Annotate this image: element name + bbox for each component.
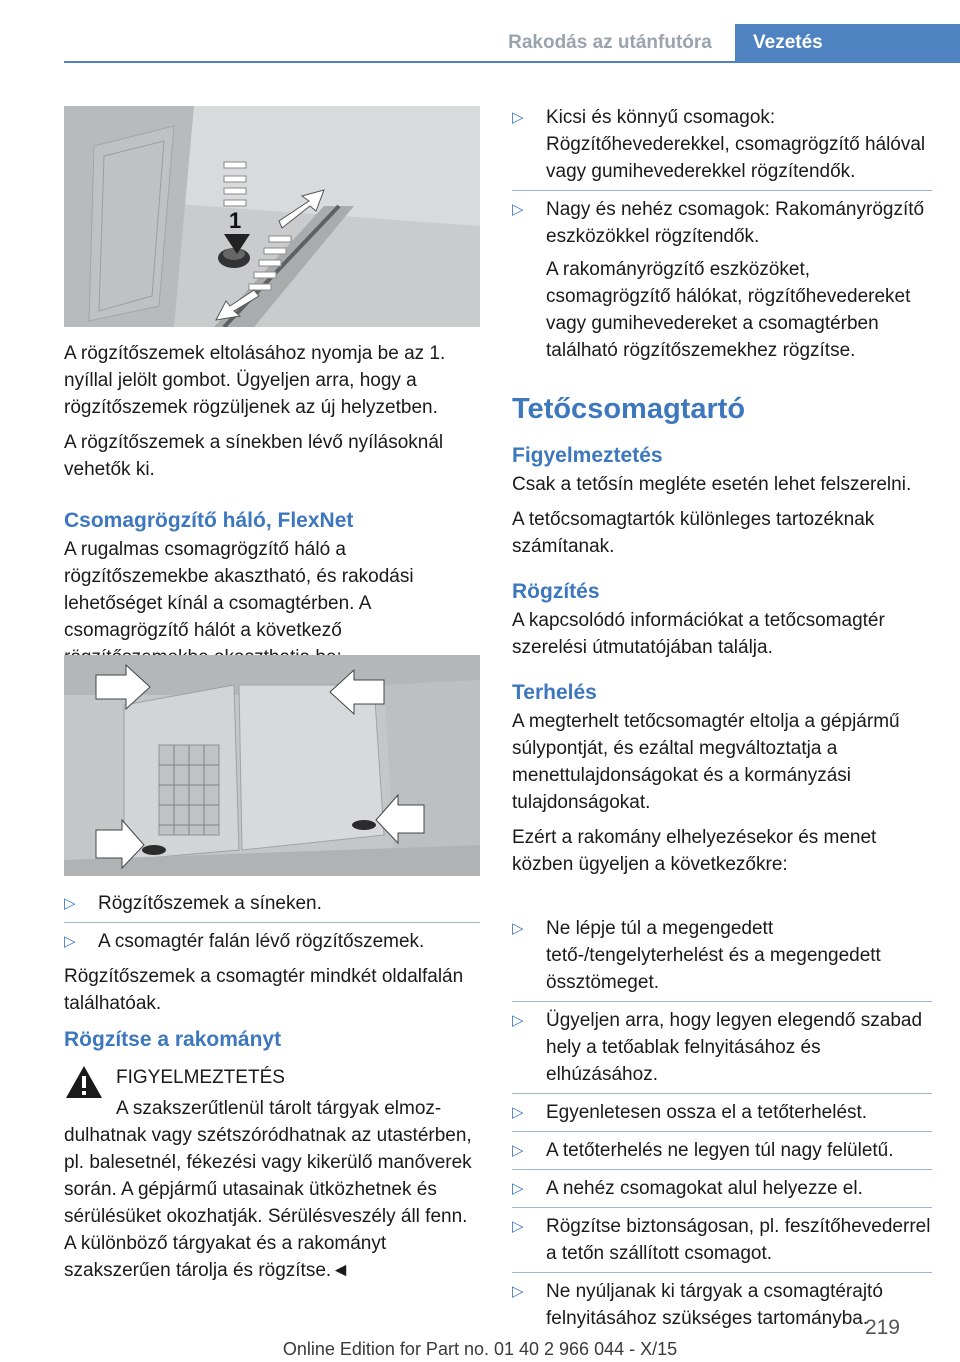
page-number: 219 xyxy=(864,1316,900,1339)
warning-title: FIGYELMEZTETÉS xyxy=(116,1067,285,1088)
list-item xyxy=(512,104,932,185)
figure-rail-lashing-eye xyxy=(64,106,480,327)
triangle-bullet-icon: ▷ xyxy=(512,920,524,937)
list-item-text: Ügyeljen arra, hogy legyen elegendő szabad hely a tetőablak felnyitásához és elhúzásához. xyxy=(546,1010,923,1085)
paragraph-mounting: A kapcsolódó információkat a tetőcsomagtér szerelési útmutatójában találja. xyxy=(512,610,885,658)
footer-edition: Online Edition for Part no. 01 40 2 966 044 - X/15 xyxy=(282,1339,678,1359)
triangle-bullet-icon: ▷ xyxy=(512,1180,524,1197)
triangle-bullet-icon: ▷ xyxy=(512,1104,524,1121)
list-item-text: A nehéz csomagokat alul helyezze el. xyxy=(546,1178,863,1199)
paragraph-accessory: A tetőcsomagtartók különleges tartozéknak számítanak. xyxy=(512,509,875,557)
list-item xyxy=(512,1213,932,1267)
heading-roof-rack: Tetőcsomagtartó xyxy=(512,393,746,425)
triangle-bullet-icon: ▷ xyxy=(512,1283,524,1300)
header-chapter-tab: Vezetés xyxy=(735,24,960,61)
list-item-text: Kicsi és könnyű csomagok: Rögzítőhevederekkel, csomagrögzítő hálóval vagy gumihevederekkel rögzítendők. xyxy=(546,107,926,182)
heading-load: Terhelés xyxy=(512,681,597,704)
warning-text-first: A szakszerűtlenül tárolt tárgyak elmoz- xyxy=(116,1098,442,1119)
warning-triangle-icon xyxy=(64,1064,104,1100)
paragraph-eyes-sides: Rögzítőszemek a csomagtér mindkét oldalfalán találhatóak. xyxy=(64,966,464,1014)
paragraph-roof-rail: Csak a tetősín megléte esetén lehet felszerelni. xyxy=(512,474,912,495)
list-item-text: Nagy és nehéz csomagok: Rakományrögzítő eszközökkel rögzítendők. xyxy=(546,199,925,247)
paragraph-therefore: Ezért a rakomány elhelyezésekor és menet közben ügyeljen a következőkre: xyxy=(512,827,877,875)
figure-callout-1: 1 xyxy=(229,208,242,233)
warning-text: dulhatnak vagy szétszóródhatnak az utastérben, pl. balesetnél, fékezési vagy kikerülő manőverek során. A gépjármű utasainak ütközhetnek és sérülésüket okozhatják. Sérülésveszély áll fenn. A különböző tárgyakat és a rakományt szakszerűen tárolja és rögzítse.◄ xyxy=(64,1125,472,1281)
figure-cargo-area-eyes xyxy=(64,655,480,876)
triangle-bullet-icon: ▷ xyxy=(64,933,76,950)
list-item xyxy=(512,1137,932,1164)
heading-warning: Figyelmeztetés xyxy=(512,444,663,467)
triangle-bullet-icon: ▷ xyxy=(512,1142,524,1159)
header-section-title: Rakodás az utánfutóra xyxy=(508,32,712,53)
list-divider xyxy=(512,190,932,191)
paragraph-flexnet: A rugalmas csomagrögzítő háló a rögzítőszemekbe akasztható, és rakodási lehetőséget kínál a csomagtérben. A csomagrögzítő hálót a következő xyxy=(64,539,414,641)
list-item xyxy=(512,1099,932,1126)
heading-secure-load: Rögzítse a rakományt xyxy=(64,1028,282,1051)
list-item xyxy=(64,890,480,917)
cargo-illustration xyxy=(64,655,480,876)
warning-box xyxy=(64,1064,480,1284)
list-divider xyxy=(512,1001,932,1002)
header-rule xyxy=(64,61,960,63)
list-item xyxy=(64,928,480,955)
list-item-text: A csomagtér falán lévő rögzítőszemek. xyxy=(98,931,425,952)
list-divider xyxy=(512,1169,932,1170)
triangle-bullet-icon: ▷ xyxy=(512,1218,524,1235)
heading-flexnet: Csomagrögzítő háló, FlexNet xyxy=(64,509,354,532)
list-item xyxy=(512,1175,932,1202)
triangle-bullet-icon: ▷ xyxy=(512,1012,524,1029)
list-divider xyxy=(512,1131,932,1132)
list-item xyxy=(512,1007,932,1088)
list-divider xyxy=(512,1093,932,1094)
list-item-text: Egyenletesen ossza el a tetőterhelést. xyxy=(546,1102,868,1123)
list-item-continuation: A rakományrögzítő eszközöket, csomagrögzítő hálókat, rögzítőhevedereket vagy gumihevedereket a csomagtérben található rögzítőszemekhez rögzítse. xyxy=(546,259,911,361)
list-divider xyxy=(512,1272,932,1273)
triangle-bullet-icon: ▷ xyxy=(512,201,524,218)
list-item xyxy=(512,915,932,996)
list-item xyxy=(512,196,932,250)
paragraph-move-eyes: A rögzítőszemek eltolásához nyomja be az 1. nyíllal jelölt gombot. Ügyeljen arra, hogy a rögzítőszemek rögzüljenek az új helyzetben. xyxy=(64,343,446,418)
list-item-text: Rögzítse biztonságosan, pl. feszítőhevederrel a tetőn szállított csomagot. xyxy=(546,1216,931,1264)
paragraph-load: A megterhelt tetőcsomagtér eltolja a gépjármű súlypontját, és ezáltal megváltoztatja a menettulajdonságokat és a kormányzási tulajdonságokat. xyxy=(512,711,900,813)
list-item-text: A tetőterhelés ne legyen túl nagy felületű. xyxy=(546,1140,894,1161)
list-item-text: Ne nyúljanak ki tárgyak a csomagtérajtó felnyitásához szükséges tartományba. xyxy=(546,1281,883,1329)
heading-mounting: Rögzítés xyxy=(512,580,600,603)
triangle-bullet-icon: ▷ xyxy=(512,109,524,126)
list-item-text: Rögzítőszemek a síneken. xyxy=(98,893,322,914)
paragraph-remove-eyes: A rögzítőszemek a sínekben lévő nyílásoknál vehetők ki. xyxy=(64,432,444,480)
list-divider xyxy=(64,922,480,923)
load-rules-list xyxy=(512,915,932,1332)
list-divider xyxy=(512,1207,932,1208)
list-item-text: Ne lépje túl a megengedett tető-/tengelyterhelést és a megengedett össztömeget. xyxy=(546,918,881,993)
rail-illustration xyxy=(64,106,480,327)
triangle-bullet-icon: ▷ xyxy=(64,895,76,912)
